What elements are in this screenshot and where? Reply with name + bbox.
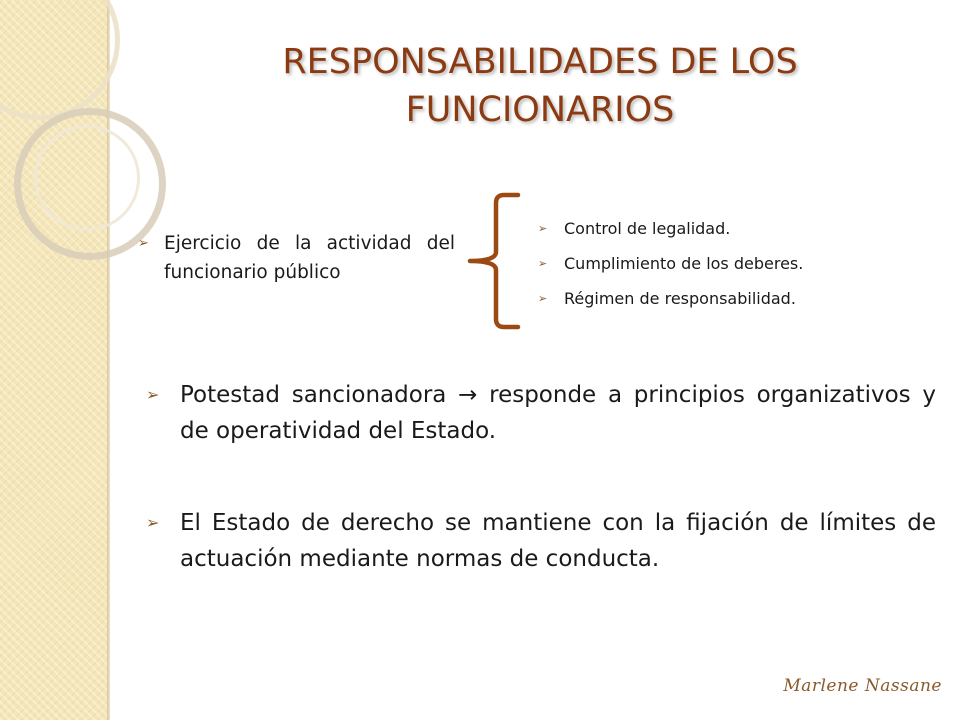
bullet-text: Potestad sancionadora → responde a principios organizativos y de operatividad del Estado. <box>180 382 936 444</box>
sub-item <box>538 284 918 319</box>
arrow-bullet-icon: ➢ <box>146 513 160 532</box>
left-item-text: Ejercicio de la actividad del funcionario público <box>164 233 455 283</box>
panel-divider <box>107 0 110 720</box>
arrow-bullet-icon: ➢ <box>538 257 548 270</box>
arrow-bullet-icon: ➢ <box>138 236 149 251</box>
decorative-ring-inner <box>34 125 140 231</box>
sub-item-text: Cumplimiento de los deberes. <box>564 254 804 273</box>
sub-item-list <box>538 214 918 319</box>
arrow-bullet-icon: ➢ <box>538 222 548 235</box>
author-signature: Marlene Nassane <box>783 676 942 696</box>
sub-item <box>538 214 918 249</box>
sub-item-text: Control de legalidad. <box>564 219 731 238</box>
curly-brace-icon <box>466 190 526 332</box>
slide-title: RESPONSABILIDADES DE LOS FUNCIONARIOS <box>282 42 798 130</box>
bullet-potestad <box>146 377 936 449</box>
arrow-bullet-icon: ➢ <box>538 292 548 305</box>
arrow-bullet-icon: ➢ <box>146 385 160 404</box>
bullet-text: El Estado de derecho se mantiene con la fijación de límites de actuación mediante normas de conducta. <box>180 510 936 572</box>
bullet-estado-derecho <box>146 505 936 577</box>
sub-item <box>538 249 918 284</box>
left-item <box>138 229 455 287</box>
sub-item-text: Régimen de responsabilidad. <box>564 289 796 308</box>
